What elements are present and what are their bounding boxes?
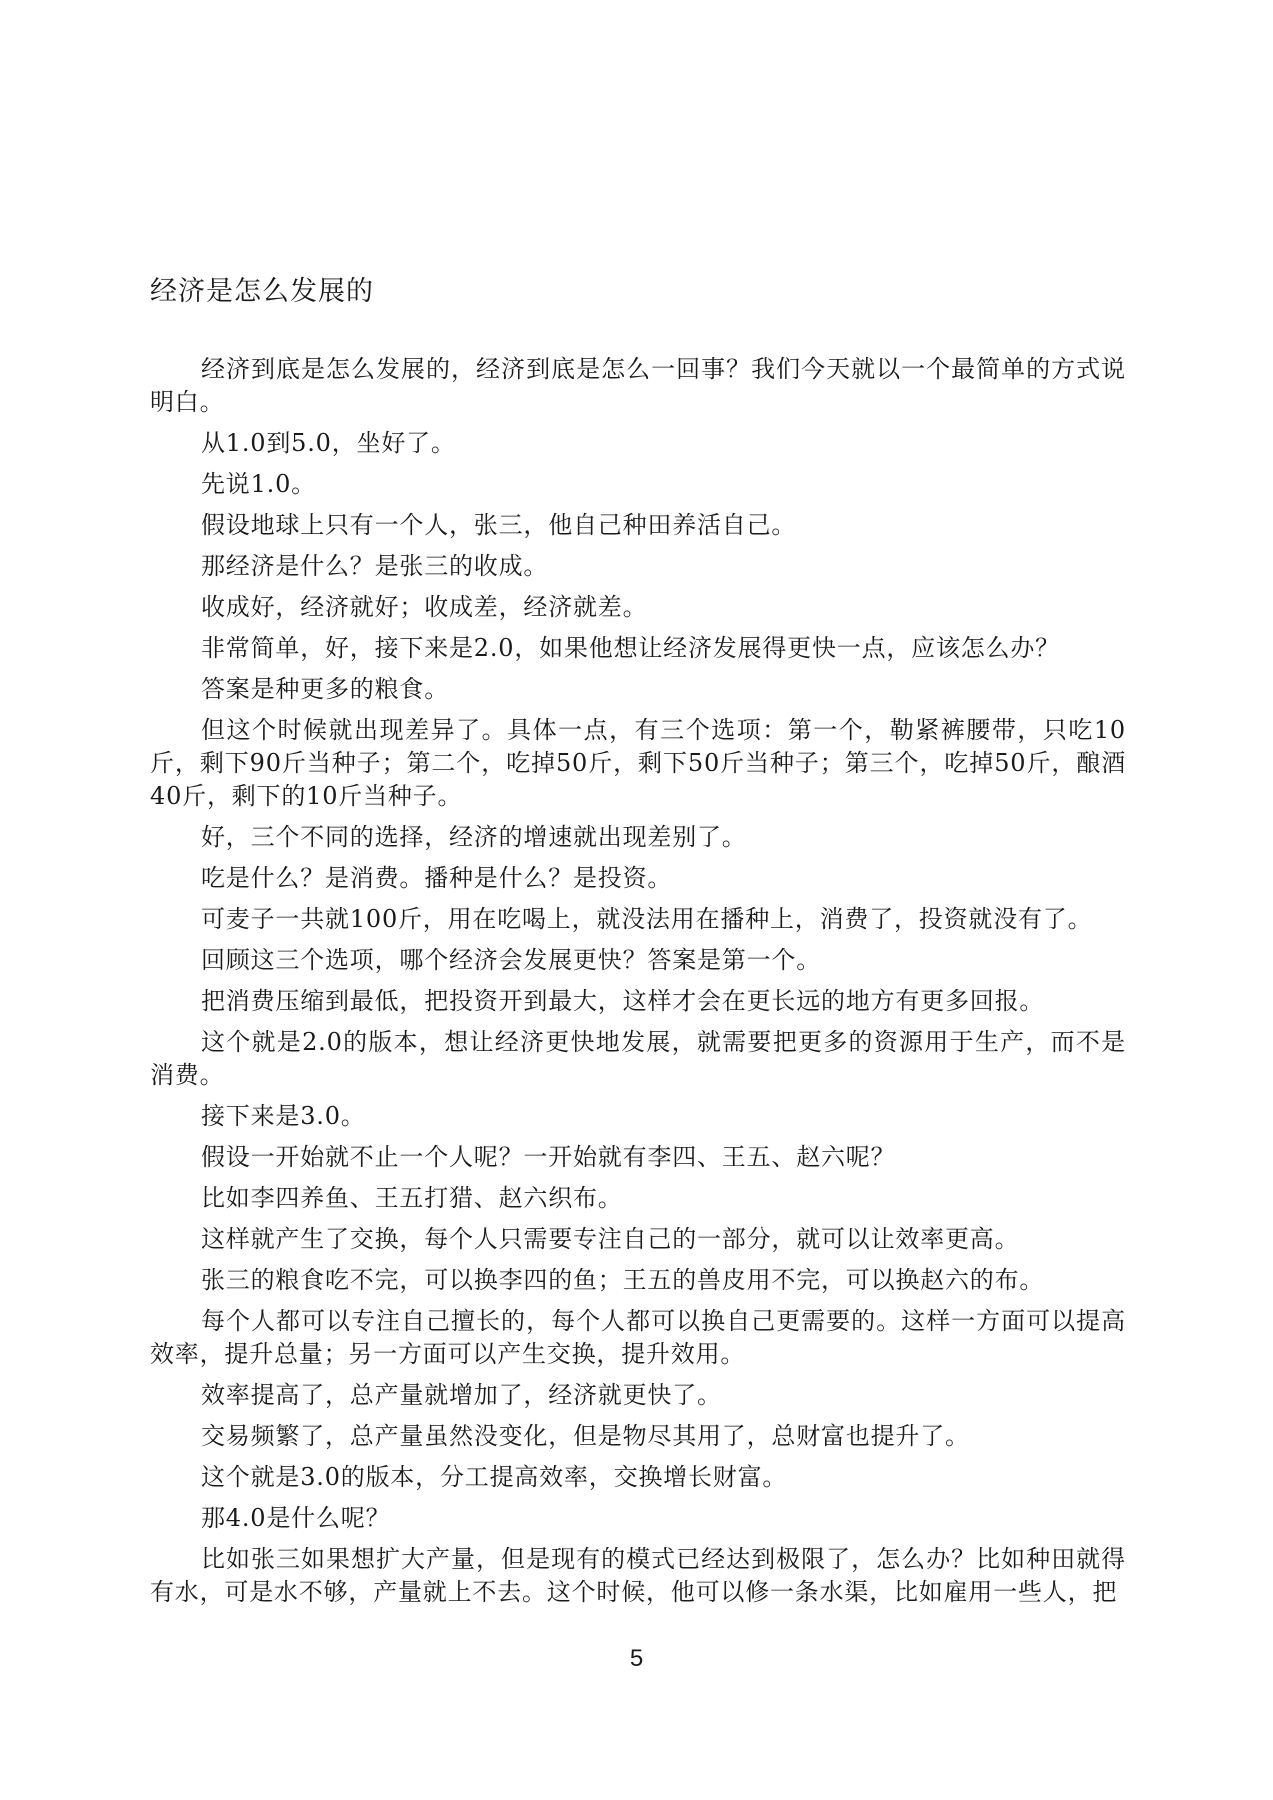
paragraph: 效率提高了，总产量就增加了，经济就更快了。: [201, 1381, 722, 1409]
paragraph: 比如张三如果想扩大产量，但是现有的模式已经达到极限了，怎么办？比如种田就得有水，可是水不够，产量就上不去。这个时候，他可以修一条水渠，比如雇用一些人，把: [150, 1545, 1126, 1606]
paragraph: 交易频繁了，总产量虽然没变化，但是物尽其用了，总财富也提升了。: [201, 1422, 970, 1450]
paragraph: 这样就产生了交换，每个人只需要专注自己的一部分，就可以让效率更高。: [201, 1225, 1020, 1253]
paragraph: 吃是什么？是消费。播种是什么？是投资。: [201, 864, 673, 892]
paragraph: 比如李四养鱼、王五打猎、赵六织布。: [201, 1184, 623, 1212]
paragraph: 接下来是3.0。: [201, 1102, 366, 1130]
paragraph: 答案是种更多的粮食。: [201, 675, 449, 703]
paragraph: 好，三个不同的选择，经济的增速就出现差别了。: [201, 823, 747, 851]
paragraph: 收成好，经济就好；收成差，经济就差。: [201, 593, 648, 621]
paragraph: 回顾这三个选项，哪个经济会发展更快？答案是第一个。: [201, 946, 821, 974]
paragraph: 张三的粮食吃不完，可以换李四的鱼；王五的兽皮用不完，可以换赵六的布。: [201, 1266, 1045, 1294]
article-body: [150, 353, 1126, 1617]
paragraph: 非常简单，好，接下来是2.0，如果他想让经济发展得更快一点，应该怎么办？: [201, 634, 1060, 662]
page-title: 经济是怎么发展的: [150, 276, 374, 307]
paragraph: 每个人都可以专注自己擅长的，每个人都可以换自己更需要的。这样一方面可以提高效率，提升总量；另一方面可以产生交换，提升效用。: [150, 1307, 1126, 1368]
paragraph: 从1.0到5.0，坐好了。: [201, 429, 456, 457]
paragraph: 这个就是3.0的版本，分工提高效率，交换增长财富。: [201, 1463, 788, 1491]
paragraph: 那经济是什么？是张三的收成。: [201, 552, 549, 580]
paragraph: 可麦子一共就100斤，用在吃喝上，就没法用在播种上，消费了，投资就没有了。: [201, 905, 1093, 933]
paragraph: 假设一开始就不止一个人呢？一开始就有李四、王五、赵六呢？: [201, 1143, 896, 1171]
page-number: 5: [629, 1645, 644, 1672]
paragraph: 但这个时候就出现差异了。具体一点，有三个选项：第一个，勒紧裤腰带，只吃10斤，剩下90斤当种子；第二个，吃掉50斤，剩下50斤当种子；第三个，吃掉50斤，酿酒40斤，剩下的10斤当种子。: [150, 716, 1126, 810]
paragraph: 那4.0是什么呢？: [201, 1504, 391, 1532]
paragraph: 这个就是2.0的版本，想让经济更快地发展，就需要把更多的资源用于生产，而不是消费。: [150, 1028, 1126, 1089]
paragraph: 先说1.0。: [201, 470, 316, 498]
paragraph: 假设地球上只有一个人，张三，他自己种田养活自己。: [201, 511, 797, 539]
paragraph: 经济到底是怎么发展的，经济到底是怎么一回事？我们今天就以一个最简单的方式说明白。: [150, 355, 1126, 416]
paragraph: 把消费压缩到最低，把投资开到最大，这样才会在更长远的地方有更多回报。: [201, 987, 1045, 1015]
